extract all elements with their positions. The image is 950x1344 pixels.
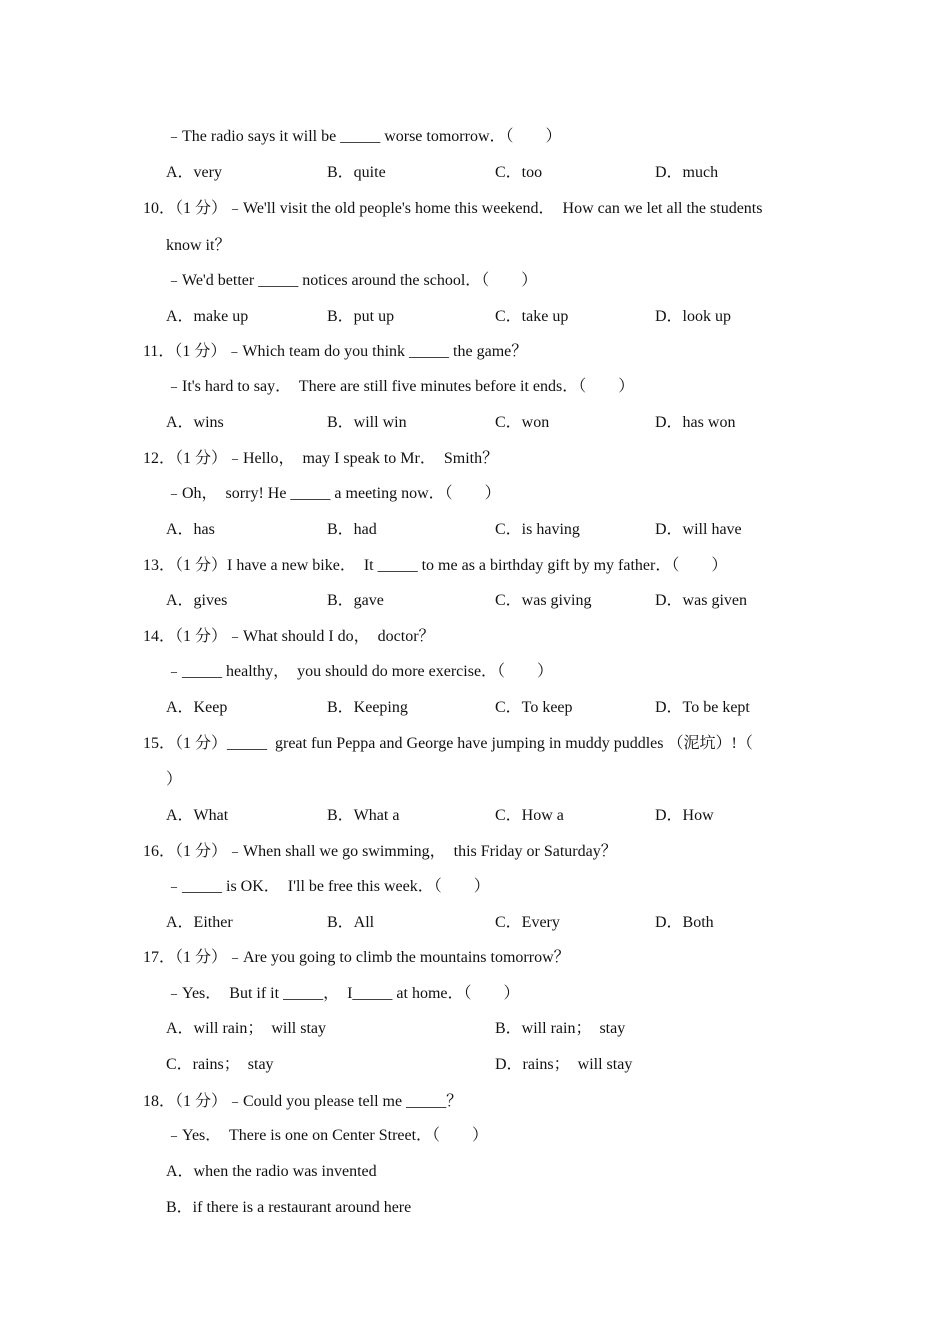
q11-option-d[interactable]: D．has won (655, 414, 736, 431)
question-10-text-cont: know it？ (166, 237, 231, 254)
question-18-prompt: ﹣Yes． There is one on Center Street．（ ） (166, 1127, 489, 1144)
question-11-prompt: ﹣It's hard to say． There are still five minutes before it ends．（ ） (166, 378, 635, 395)
q11-option-a[interactable]: A．wins (166, 414, 224, 431)
question-13-text: 13．（1 分）I have a new bike． It _____ to me as a birthday gift by my father．（ ） (143, 557, 728, 574)
q15-option-c[interactable]: C．How a (495, 807, 564, 824)
question-16-text: 16．（1 分）﹣When shall we go swimming， this Friday or Saturday？ (143, 843, 617, 860)
question-15-text-cont: ） (166, 771, 183, 788)
q15-option-d[interactable]: D．How (655, 807, 714, 824)
q13-option-d[interactable]: D．was given (655, 592, 747, 609)
question-11-text: 11．（1 分）﹣Which team do you think _____ the game？ (143, 343, 528, 360)
q13-option-b[interactable]: B．gave (327, 592, 384, 609)
q16-option-d[interactable]: D．Both (655, 914, 714, 931)
q12-option-d[interactable]: D．will have (655, 521, 742, 538)
q14-option-c[interactable]: C．To keep (495, 699, 573, 716)
q17-option-b[interactable]: B．will rain； stay (495, 1020, 626, 1037)
question-10-prompt: ﹣We'd better _____ notices around the school．（ ） (166, 272, 538, 289)
question-17-prompt: ﹣Yes． But if it _____， I_____ at home．（ ） (166, 985, 520, 1002)
q12-option-c[interactable]: C．is having (495, 521, 580, 538)
q11-option-b[interactable]: B．will win (327, 414, 407, 431)
question-14-prompt: ﹣_____ healthy， you should do more exercise．（ ） (166, 663, 554, 680)
q11-option-c[interactable]: C．won (495, 414, 550, 431)
q15-option-a[interactable]: A．What (166, 807, 229, 824)
q16-option-c[interactable]: C．Every (495, 914, 560, 931)
q12-option-b[interactable]: B．had (327, 521, 377, 538)
question-17-text: 17．（1 分）﹣Are you going to climb the mountains tomorrow？ (143, 949, 570, 966)
q13-option-a[interactable]: A．gives (166, 592, 228, 609)
q17-option-d[interactable]: D．rains； will stay (495, 1056, 633, 1073)
q18-option-b[interactable]: B．if there is a restaurant around here (166, 1199, 412, 1216)
question-18-text: 18．（1 分）﹣Could you please tell me _____？ (143, 1093, 463, 1110)
q18-option-a[interactable]: A．when the radio was invented (166, 1163, 377, 1180)
q9-option-a[interactable]: A．very (166, 164, 222, 181)
q14-option-b[interactable]: B．Keeping (327, 699, 408, 716)
q12-option-a[interactable]: A．has (166, 521, 215, 538)
q10-option-b[interactable]: B．put up (327, 308, 395, 325)
question-9-prompt: ﹣The radio says it will be _____ worse tomorrow．（ ） (166, 128, 562, 145)
q10-option-c[interactable]: C．take up (495, 308, 569, 325)
question-14-text: 14．（1 分）﹣What should I do， doctor？ (143, 628, 435, 645)
q14-option-a[interactable]: A．Keep (166, 699, 228, 716)
q16-option-a[interactable]: A．Either (166, 914, 233, 931)
q10-option-a[interactable]: A．make up (166, 308, 249, 325)
q14-option-d[interactable]: D．To be kept (655, 699, 750, 716)
q16-option-b[interactable]: B．All (327, 914, 375, 931)
q10-option-d[interactable]: D．look up (655, 308, 732, 325)
question-16-prompt: ﹣_____ is OK． I'll be free this week．（ ） (166, 878, 490, 895)
q17-option-c[interactable]: C．rains； stay (166, 1056, 274, 1073)
question-12-prompt: ﹣Oh， sorry! He _____ a meeting now．（ ） (166, 485, 501, 502)
q17-option-a[interactable]: A．will rain； will stay (166, 1020, 326, 1037)
question-12-text: 12．（1 分）﹣Hello， may I speak to Mr． Smith？ (143, 450, 499, 467)
q9-option-b[interactable]: B．quite (327, 164, 386, 181)
q9-option-c[interactable]: C．too (495, 164, 543, 181)
question-10-text: 10．（1 分）﹣We'll visit the old people's home this weekend． How can we let all the students (143, 200, 763, 217)
q15-option-b[interactable]: B．What a (327, 807, 400, 824)
q13-option-c[interactable]: C．was giving (495, 592, 592, 609)
q9-option-d[interactable]: D．much (655, 164, 719, 181)
question-15-text: 15．（1 分）_____ great fun Peppa and George have jumping in muddy puddles （泥坑）!（ (143, 735, 753, 752)
